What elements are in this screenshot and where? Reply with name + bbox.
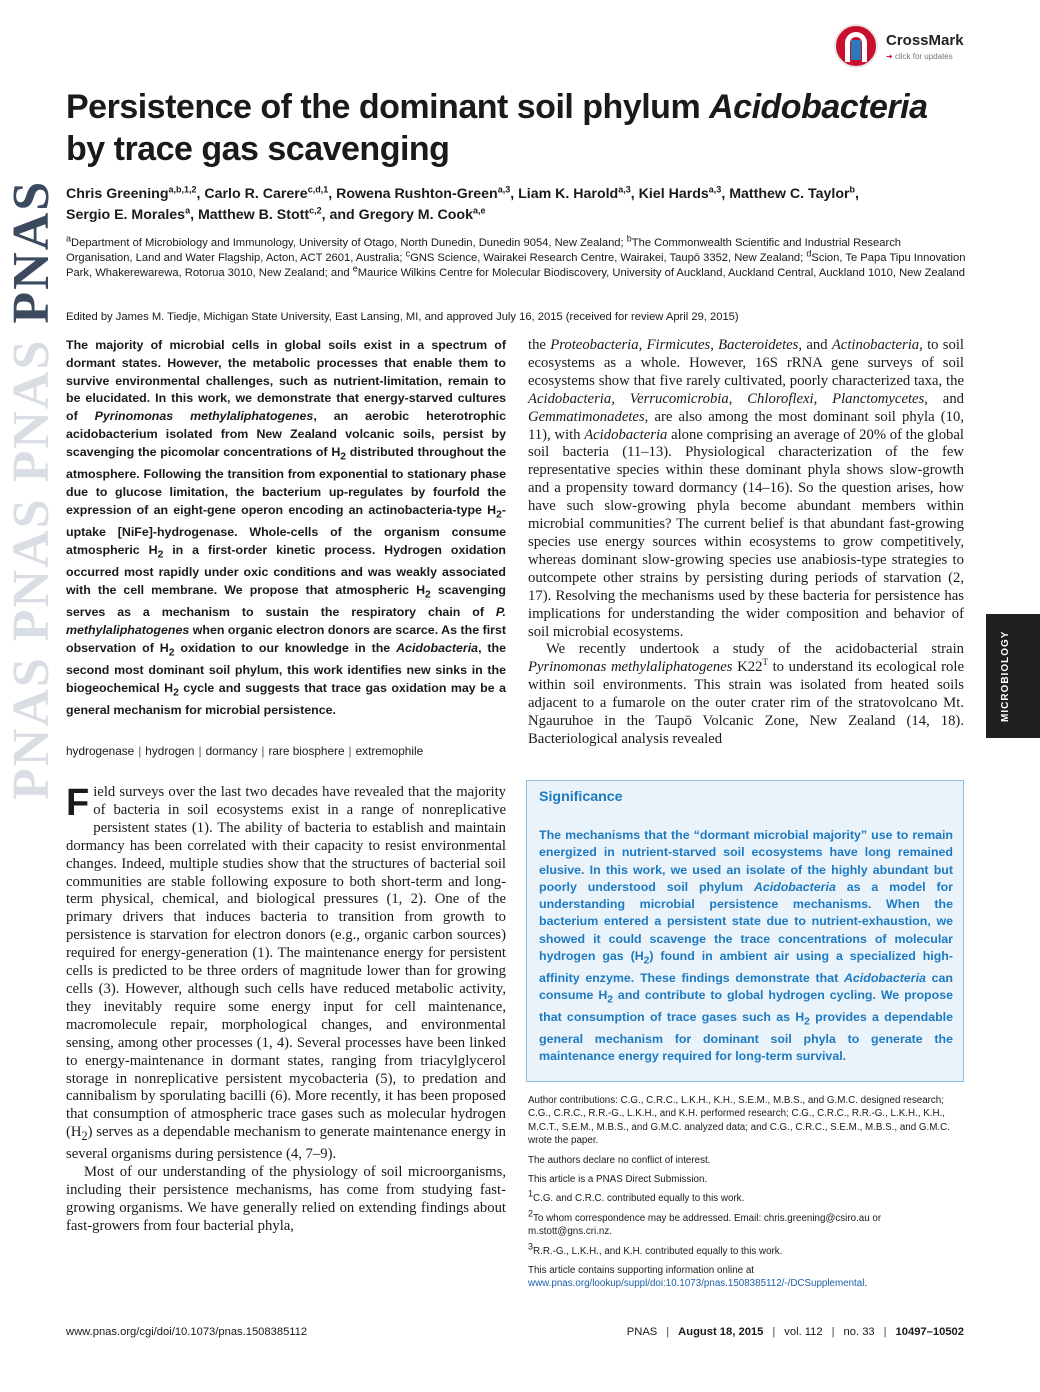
- keyword: dormancy: [205, 744, 258, 758]
- intro-text-right: the Proteobacteria, Firmicutes, Bacteroidetes, and Actinobacteria, to soil ecosystems as a whole. However, 16S rRNA gene surveys of soil ecosystems show that five rarely cultivated, poorly characterized taxa, the Acidobacteria, Verrucomicrobia, Chloroflexi, Planctomycetes, and Gemmatimonadetes, are also among the most dominant soil phyla (10, 11), with Acidobacteria alone comprising an average of 20% of the global soil bacteria (11–13). Physiological characterization of the few representative species within these dominant phyla shows slow-growth and a propensity toward dormancy (14–16). So the question arises, how have such slow-growing phyla become abundant members within microbial communities? The current belief is that abundant fast-growing species use energy sources within ecosystems to grow competitively, whereas dominant slow-growing species use anabiosis-type strategies to outcompete other strains by persisting during periods of starvation (2, 17). Resolving the mechanisms used by these bacteria for persistence has implications for understanding the wider composition and behavior of soil microbial ecosystems. We recently undertook a study of the acidobacterial strain Pyrinomonas methylaliphatogenes $K22^T$ to understand its ecological role within soil environments. This strain was isolated from heated soils adjacent to a fumarole on the outer crater rim of the stratovolcano Mt. Ngauruhoe in the Taupō Volcanic Zone, New Zealand (14, 18). Bacteriological analysis revealed: [528, 337, 965, 747]
- footnote-3: $^3$R.R.-G., L.K.H., and K.H. contributed equally to this work.: [528, 1241, 783, 1257]
- supporting-info-link[interactable]: www.pnas.org/lookup/suppl/doi:10.1073/pnas.1508385112/-/DCSupplemental: [528, 1278, 865, 1290]
- author-notes: [528, 1094, 964, 1297]
- issue-date: August 18, 2015: [678, 1326, 764, 1338]
- submission-note: This article is a PNAS Direct Submission.: [528, 1174, 708, 1186]
- affiliations: $^a$Department of Microbiology and Immunology, University of Otago, North Dunedin, Dunedin 9054, New Zealand; $^b$The Commonwealth Scientific and Industrial Research Organisation, Land and Water Flagship, Acton, ACT 2601, Australia; $^c$GNS Science, Wairakei Research Centre, Wairakei, Taupō 3352, New Zealand; $^d$Scion, Te Papa Tipu Innovation Park, Whakerewarewa, Rotorua 3010, New Zealand; and $^e$Maurice Wilkins Centre for Molecular Biodiscovery, University of Auckland, Auckland Central, Auckland 1010, New Zealand: [66, 233, 966, 279]
- journal-name: PNAS: [626, 1326, 658, 1338]
- intro-text-left: Field surveys over the last two decades have revealed that the majority of bacteria in soil ecosystems exist in a range of nonreplicative persistent states (1). The ability of bacteria to establish and maintain dormancy has been correlated with their capacity to resist environmental changes. Indeed, multiple studies show that the structures of bacterial soil communities are stable following exposure to both short-term and long-term physical, chemical, and biological pressures (1, 2). One of the primary drivers that induces bacteria to transition from growth to persistence is starvation for electron donors (e.g., organic carbon sources) required for energy-generation (1). The maintenance energy for persistent cells is predicted to be three orders of magnitude lower than for growing cells (3). However, although such cells have reduced metabolic activity, they inevitably require some energy input for cell maintenance, macromolecule repair, morphological changes, and environmental sensing, among other processes (1, 4). Several processes have been linked to energy-maintenance in dormant states, ranging from triacylglycerol storage in nonreplicative persistent mycobacteria (5), to predation and cannibalism by sporulating bacilli (6). More recently, it has been proposed that consumption of atmospheric trace gases such as molecular hydrogen $(H_2)$ serves as a dependable mechanism to generate maintenance energy in several organisms during persistence (4, 7–9). Most of our understanding of the physiology of soil microorganisms, including their persistence mechanisms, has come from studying fast-growing organisms. We have generally relied on extending findings about fast-growers from four bacterial phyla,: [66, 782, 506, 1234]
- crossmark-icon: [834, 24, 878, 68]
- intro-paragraph-2: Most of our understanding of the physiology of soil microorganisms, including their persistence mechanisms, has come from studying fast-growing organisms. We have generally relied on extending findings about fast-growers from four bacterial phyla,: [66, 1163, 506, 1234]
- keyword: extremophile: [355, 744, 424, 758]
- keyword: hydrogenase: [66, 744, 135, 758]
- footnote-2: $^2$To whom correspondence may be addressed. Email: chris.greening@csiro.au or m.stott@gns.cri.nz.: [528, 1208, 882, 1238]
- significance-title: Significance: [539, 789, 623, 805]
- section-tab: [986, 614, 1040, 738]
- crossmark-subtitle: ➜ click for updates: [886, 52, 953, 61]
- footer-meta: PNAS | August 18, 2015 | vol. 112 | no. 33 | 10497–10502: [626, 1326, 964, 1338]
- conflict-statement: The authors declare no conflict of interest.: [528, 1154, 711, 1166]
- volume: vol. 112: [784, 1326, 823, 1338]
- pnas-watermark-text: PNAS PNAS PNAS PNAS: [3, 180, 60, 801]
- section-tab-label: MICROBIOLOGY: [1000, 630, 1011, 722]
- author-contributions: Author contributions: C.G., C.R.C., L.K.H., K.H., S.E.M., M.B.S., and G.M.C. designed research; C.G., C.R.C., R.R.-G., L.K.H., and K.H. performed research; C.G., C.R.C., R.R.-G., L.K.H., K.H., M.C.T., S.E.M., M.B.S., and G.M.C. analyzed data; and C.G., C.R.C., S.E.M., M.B.S., and G.M.C. wrote the paper.: [528, 1095, 950, 1147]
- edited-by-line: Edited by James M. Tiedje, Michigan State University, East Lansing, MI, and approved July 16, 2015 (received for review April 29, 2015): [66, 311, 739, 323]
- author-list: Chris Greening$^{a,b,1,2}$, Carlo R. Carere$^{c,d,1}$, Rowena Rushton-Green$^{a,3}$, Liam K. Harold$^{a,3}$, Kiel Hards$^{a,3}$, Matthew C. Taylor$^b$, Sergio E. Morales$^a$, Matthew B. Stott$^{c,2}$, and Gregory M. Cook$^{a,e}$: [66, 184, 859, 223]
- footnote-1: $^1$C.G. and C.R.C. contributed equally to this work.: [528, 1189, 745, 1205]
- article-title: Persistence of the dominant soil phylum Acidobacteria by trace gas scavenging: [66, 88, 928, 168]
- keywords: hydrogenase | hydrogen | dormancy | rare biosphere | extremophile: [66, 744, 424, 758]
- doi-url[interactable]: www.pnas.org/cgi/doi/10.1073/pnas.1508385112: [66, 1326, 308, 1338]
- crossmark-title: CrossMark: [886, 32, 964, 49]
- crossmark-badge[interactable]: [834, 24, 974, 70]
- significance-box: [526, 780, 964, 1082]
- significance-text: The mechanisms that the “dormant microbial majority” use to remain energized in nutrient-starved soil ecosystems have long remained elusive. In this work, we used an isolate of the highly abundant but poorly understood soil phylum Acidobacteria as a model for understanding microbial persistence mechanisms. When the bacterium entered a persistent state due to nutrient-exhaustion, we showed it could scavenge the trace concentrations of molecular hydrogen gas $(H_2)$ found in ambient air using a specialized high-affinity enzyme. These findings demonstrate that Acidobacteria can consume $H_2$ and contribute to global hydrogen cycling. We propose that consumption of trace gases such as $H_2$ provides a dependable general mechanism for dominant soil phyla to generate the maintenance energy required for long-term survival.: [539, 828, 954, 1063]
- pnas-side-watermark: [0, 180, 60, 840]
- drop-cap: F: [66, 782, 90, 824]
- issue-number: no. 33: [843, 1326, 875, 1338]
- page-range: 10497–10502: [895, 1326, 964, 1338]
- supporting-info: This article contains supporting information online at www.pnas.org/lookup/suppl/doi:10.1073/pnas.1508385112/-/DCSupplemental.: [528, 1265, 868, 1290]
- keyword: rare biosphere: [268, 744, 345, 758]
- keyword: hydrogen: [145, 744, 195, 758]
- abstract: The majority of microbial cells in global soils exist in a spectrum of dormant states. However, the metabolic processes that enable them to survive environmental challenges, such as nutrient-limitation, remain to be elucidated. In this work, we demonstrate that energy-starved cultures of Pyrinomonas methylaliphatogenes, an aerobic heterotrophic acidobacterium isolated from New Zealand volcanic soils, persist by scavenging the picomolar concentrations of $H_2$ distributed throughout the atmosphere. Following the transition from exponential to stationary phase due to glucose limitation, the bacterium up-regulates by fourfold the expression of an eight-gene operon encoding an actinobacteria-type $H_2$-uptake [NiFe]-hydrogenase. Whole-cells of the organism consume atmospheric $H_2$ in a first-order kinetic process. Hydrogen oxidation occurred most rapidly under oxic conditions and was weakly associated with the cell membrane. We propose that atmospheric $H_2$ scavenging serves as a mechanism to sustain the respiratory chain of P. methylaliphatogenes when organic electron donors are scarce. As the first observation of $H_2$ oxidation to our knowledge in the Acidobacteria, the second most dominant soil phylum, this work identifies new sinks in the biogeochemical $H_2$ cycle and suggests that trace gas oxidation may be a general mechanism for microbial persistence.: [66, 338, 506, 717]
